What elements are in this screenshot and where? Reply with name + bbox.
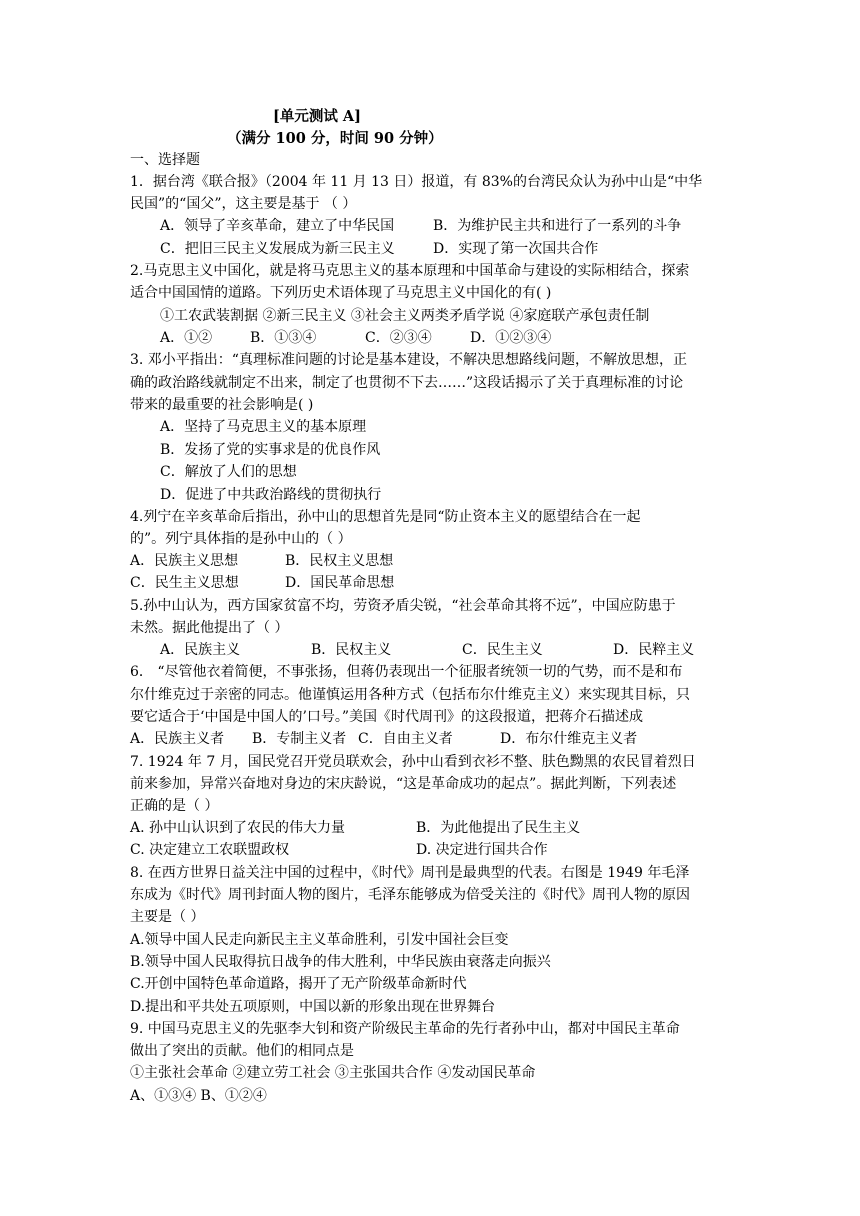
- q4-stem-line1: 4.列宁在辛亥革命后指出，孙中山的思想首先是同“防止资本主义的愿望结合在一起: [130, 509, 641, 525]
- q6-option-a: A．民族主义者: [130, 731, 225, 747]
- q4-option-b: B．民权主义思想: [285, 553, 394, 569]
- q5-option-b: B．民权主义: [311, 642, 392, 658]
- q8-stem-line1: 8. 在西方世界日益关注中国的过程中，《时代》周刊是最典型的代表。右图是 1949 年毛泽: [130, 865, 690, 881]
- q7-option-a: A. 孙中山认识到了农民的伟大力量: [130, 820, 346, 836]
- q6-option-b: B．专制主义者: [252, 731, 347, 747]
- q3-stem-line3: 带来的最重要的社会影响是( ): [130, 397, 314, 413]
- test-subtitle: （满分 100 分，时间 90 分钟）: [227, 130, 443, 147]
- q3-option-a: A．坚持了马克思主义的基本原理: [160, 419, 367, 435]
- q4-option-c: C．民生主义思想: [130, 575, 239, 591]
- q9-options: A、①③④ B、①②④: [130, 1088, 267, 1104]
- q8-stem-line2: 东成为《时代》周刊封面人物的图片，毛泽东能够成为倍受关注的《时代》周刊人物的原因: [130, 887, 690, 903]
- q8-stem-line3: 主要是（ ）: [130, 909, 205, 925]
- q3-option-d: D．促进了中共政治路线的贯彻执行: [160, 487, 382, 503]
- q2-items: ①工农武装割据 ②新三民主义 ③社会主义两类矛盾学说 ④家庭联产承包责任制: [160, 308, 650, 324]
- q2-option-b: B．①③④: [250, 330, 317, 346]
- q7-option-c: C. 决定建立工农联盟政权: [130, 842, 290, 858]
- section-heading: 一、选择题: [130, 152, 200, 168]
- q2-stem-line2: 适合中国国情的道路。下列历史术语体现了马克思主义中国化的有( ): [130, 285, 552, 301]
- q2-option-c: C．②③④: [365, 330, 432, 346]
- q5-stem-line1: 5.孙中山认为，西方国家贫富不均，劳资矛盾尖锐，“社会革命其将不远”，中国应防患于: [130, 598, 676, 614]
- q1-option-d: D．实现了第一次国共合作: [433, 241, 599, 257]
- q3-stem-line1: 3. 邓小平指出：“真理标准问题的讨论是基本建设，不解决思想路线问题，不解放思想，正: [130, 352, 687, 368]
- q9-stem-line1: 9. 中国马克思主义的先驱李大钊和资产阶级民主革命的先行者孙中山，都对中国民主革命: [130, 1021, 680, 1037]
- q1-option-a: A．领导了辛亥革命，建立了中华民国: [160, 218, 395, 234]
- q1-option-b: B．为维护民主共和进行了一系列的斗争: [433, 218, 682, 234]
- q8-option-b: B.领导中国人民取得抗日战争的伟大胜利，中华民族由衰落走向振兴: [130, 954, 551, 970]
- q5-option-a: A．民族主义: [160, 642, 241, 658]
- q1-option-c: C．把旧三民主义发展成为新三民主义: [160, 241, 395, 257]
- q8-option-d: D.提出和平共处五项原则，中国以新的形象出现在世界舞台: [130, 999, 496, 1015]
- q4-stem-line2: 的”。列宁具体指的是孙中山的（ ）: [130, 531, 352, 547]
- test-title: [单元测试 A]: [273, 108, 362, 125]
- q6-option-d: D．布尔什维克主义者: [500, 731, 638, 747]
- q6-stem-line1: 6． “尽管他衣着简便，不事张扬，但蒋仍表现出一个征服者统领一切的气势，而不是和布: [130, 664, 683, 680]
- q7-stem-line1: 7. 1924 年 7 月，国民党召开党员联欢会，孙中山看到衣衫不整、肤色黝黑的农民冒着烈日: [130, 754, 696, 770]
- q7-stem-line3: 正确的是（ ）: [130, 798, 219, 814]
- q7-stem-line2: 前来参加，异常兴奋地对身边的宋庆龄说，“这是革命成功的起点”。据此判断，下列表述: [130, 776, 677, 792]
- q6-stem-line2: 尔什维克过于亲密的同志。他谨慎运用各种方式（包括布尔什维克主义）来实现其目标，只: [130, 687, 690, 703]
- q9-items: ①主张社会革命 ②建立劳工社会 ③主张国共合作 ④发动国民革命: [130, 1065, 536, 1081]
- q6-option-c: C．自由主义者: [358, 731, 453, 747]
- q1-stem-line2: 民国”的“国父”，这主要是基于 （ ）: [130, 196, 357, 212]
- q5-stem-line2: 未然。据此他提出了（ ）: [130, 620, 289, 636]
- q4-option-a: A．民族主义思想: [130, 553, 239, 569]
- q2-option-a: A．①②: [160, 330, 213, 346]
- q9-stem-line2: 做出了突出的贡献。他们的相同点是: [130, 1043, 354, 1059]
- q7-option-d: D. 决定进行国共合作: [416, 842, 548, 858]
- q4-option-d: D．国民革命思想: [285, 575, 395, 591]
- q8-option-a: A.领导中国人民走向新民主主义革命胜利，引发中国社会巨变: [130, 932, 509, 948]
- q8-option-c: C.开创中国特色革命道路，揭开了无产阶级革命新时代: [130, 976, 467, 992]
- q3-stem-line2: 确的政治路线就制定不出来，制定了也贯彻不下去……”这段话揭示了关于真理标准的讨论: [130, 375, 684, 391]
- q2-option-d: D．①②③④: [470, 330, 552, 346]
- q3-option-c: C．解放了人们的思想: [160, 464, 297, 480]
- q2-stem-line1: 2.马克思主义中国化，就是将马克思主义的基本原理和中国革命与建设的实际相结合，探索: [130, 263, 690, 279]
- q1-stem-line1: 1．据台湾《联合报》（2004 年 11 月 13 日）报道，有 83%的台湾民众认为孙中山是“中华: [130, 174, 703, 190]
- q6-stem-line3: 要它适合于‘中国是中国人的’口号。”美国《时代周刊》的这段报道，把蒋介石描述成: [130, 709, 644, 725]
- q7-option-b: B．为此他提出了民生主义: [416, 820, 581, 836]
- q3-option-b: B．发扬了党的实事求是的优良作风: [160, 442, 381, 458]
- q5-option-c: C．民生主义: [462, 642, 543, 658]
- q5-option-d: D．民粹主义: [613, 642, 695, 658]
